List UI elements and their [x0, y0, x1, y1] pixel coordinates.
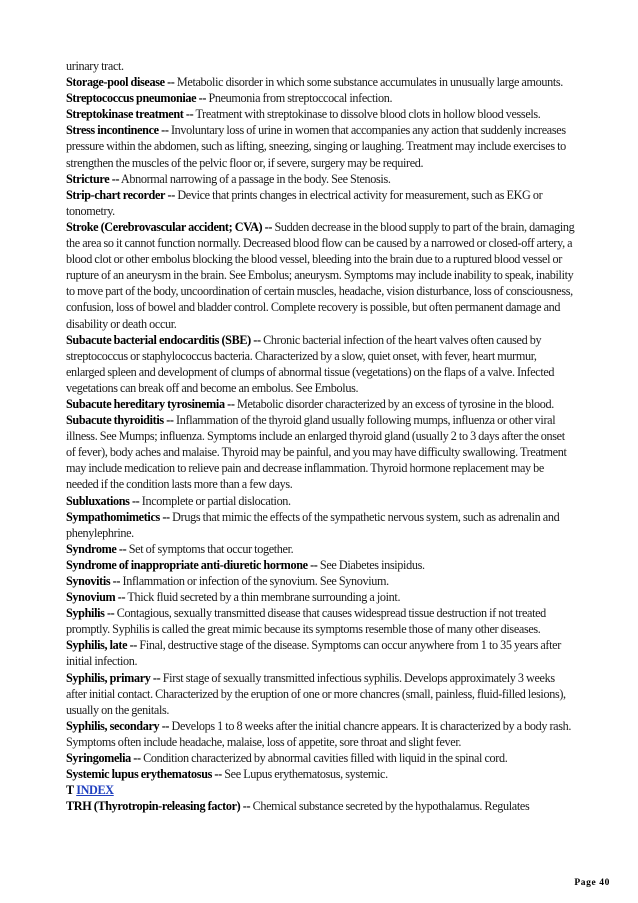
term-separator: --	[117, 590, 126, 605]
glossary-definition: Metabolic disorder in which some substance accumulates in unusually large amounts.	[176, 75, 563, 90]
glossary-term: Strip-chart recorder	[66, 187, 166, 202]
term-separator: --	[242, 799, 251, 814]
page-number: Page 40	[574, 878, 610, 888]
term-separator: --	[111, 171, 120, 186]
glossary-entry	[66, 106, 575, 122]
glossary-entry	[66, 637, 575, 669]
glossary-term: Syringomelia	[66, 751, 131, 766]
glossary-term: Syphilis	[66, 606, 105, 621]
glossary-entry	[66, 122, 575, 170]
glossary-definition: See Lupus erythematosus, systemic.	[224, 767, 388, 782]
index-letter: T	[66, 783, 74, 798]
glossary-term: Subacute bacterial endocarditis (SBE)	[66, 332, 251, 347]
glossary-definition: Pneumonia from streptoccocal infection.	[208, 91, 393, 106]
glossary-term: Subluxations	[66, 493, 130, 508]
glossary-definition: Device that prints changes in electrical activity for measurement, such as EKG or tonometry.	[66, 187, 543, 218]
term-separator: --	[106, 606, 115, 621]
glossary-entry	[66, 412, 575, 492]
glossary-term: Stroke (Cerebrovascular accident; CVA)	[66, 219, 263, 234]
glossary-term: Streptococcus pneumoniae	[66, 91, 197, 106]
term-separator: --	[167, 75, 175, 90]
term-separator: --	[185, 107, 194, 122]
glossary-entry	[66, 74, 575, 90]
term-separator: --	[253, 332, 261, 347]
glossary-term: Syphilis, secondary	[66, 718, 160, 733]
glossary-definition: Inflammation of the thyroid gland usually following mumps, influenza or other viral illness. See Mumps; influenza. Symptoms include an enlarged thyroid gland (usually 2 to 3 days after the onset of fever), body aches and malaise. Thyroid may be painful, and you may have difficulty swallowing. Treatment may include medication to relieve pain and decrease inflammation. Thyroid hormone replacement may be needed if the condition lasts more than a few days.	[66, 413, 567, 492]
continuation-text: urinary tract.	[66, 59, 124, 73]
term-separator: --	[118, 541, 127, 556]
term-separator: --	[227, 396, 235, 411]
glossary-definition: Develops 1 to 8 weeks after the initial chancre appears. It is characterized by a body rash. Symptoms often include headache, malaise, loss of appetite, sore throat and slight fever.	[66, 718, 572, 749]
glossary-term: Storage-pool disease	[66, 75, 165, 90]
term-separator: --	[133, 751, 141, 766]
glossary-definition: Set of symptoms that occur together.	[128, 541, 294, 556]
glossary-entry	[66, 766, 575, 782]
term-separator: --	[214, 767, 222, 782]
term-separator: --	[161, 123, 169, 138]
glossary-definition: Chronic bacterial infection of the heart valves often caused by streptococcus or staphylococcus bacteria. Characterized by a slow, quiet onset, with fever, heart murmur, enlarged spleen and development of clumps of abnormal tissue (vegetations) on the flaps of a valve. Infected vegetations can break off and become an embolus. See Embolus.	[66, 332, 555, 395]
glossary-entry	[66, 219, 575, 332]
term-separator: --	[112, 574, 121, 588]
glossary-entry	[66, 557, 575, 573]
term-separator: --	[129, 638, 137, 653]
glossary-entry	[66, 493, 575, 509]
glossary-entry	[66, 718, 575, 750]
glossary-definition: First stage of sexually transmitted infectious syphilis. Develops approximately 3 weeks after initial contact. Characterized by the eruption of one or more chancres (small, painless, fluid-filled lesions), usually on the genitals.	[66, 670, 566, 717]
glossary-definition: Final, destructive stage of the disease. Symptoms can occur anywhere from 1 to 35 years after initial infection.	[66, 638, 561, 669]
glossary-entry	[66, 589, 575, 605]
glossary-definition: Thick fluid secreted by a thin membrane surrounding a joint.	[127, 590, 401, 605]
glossary-entry	[66, 332, 575, 396]
glossary-term: Syndrome of inappropriate anti-diuretic hormone	[66, 557, 308, 572]
glossary-term: Synovitis	[66, 574, 111, 588]
glossary-term: Streptokinase treatment	[66, 107, 184, 122]
glossary-entry	[66, 90, 575, 106]
term-separator: --	[152, 670, 161, 685]
glossary-definition: Inflammation or infection of the synovium. See Synovium.	[122, 574, 389, 588]
glossary-term: Sympathomimetics	[66, 509, 160, 524]
glossary-entries-t	[66, 798, 575, 814]
glossary-definition: Contagious, sexually transmitted disease that causes widespread tissue destruction if not treated promptly. Syphilis is called the great mimic because its symptoms resemble those of many other diseases.	[66, 606, 546, 637]
glossary-entry	[66, 541, 575, 557]
glossary-term: Subacute hereditary tyrosinemia	[66, 396, 225, 411]
glossary-term: Stricture	[66, 171, 110, 186]
glossary-term: Systemic lupus erythematosus	[66, 767, 213, 782]
glossary-entry	[66, 798, 575, 814]
term-separator: --	[162, 509, 170, 524]
glossary-definition: Chemical substance secreted by the hypothalamus. Regulates	[252, 799, 530, 814]
glossary-term: Synovium	[66, 590, 116, 605]
glossary-entries	[66, 74, 575, 782]
glossary-term: Syphilis, late	[66, 638, 128, 653]
index-heading	[66, 782, 575, 798]
glossary-definition: Involuntary loss of urine in women that accompanies any action that suddenly increases pressure within the abdomen, such as lifting, sneezing, singing or laughing. Treatment may include exercises to strengthen the muscles of the pelvic floor or, if severe, surgery may be required.	[66, 123, 566, 170]
glossary-entry	[66, 509, 575, 541]
glossary-entry	[66, 573, 575, 589]
term-separator: --	[131, 493, 140, 508]
glossary-entry	[66, 670, 575, 718]
term-separator: --	[198, 91, 207, 106]
glossary-definition: Abnormal narrowing of a passage in the body. See Stenosis.	[120, 171, 391, 186]
glossary-definition: Incomplete or partial dislocation.	[141, 493, 291, 508]
glossary-page	[66, 58, 575, 814]
glossary-entry	[66, 187, 575, 219]
term-separator: --	[166, 413, 174, 428]
glossary-term: Syphilis, primary	[66, 670, 151, 685]
glossary-definition: Sudden decrease in the blood supply to part of the brain, damaging the area so it cannot function normally. Decreased blood flow can be caused by a narrowed or closed-off artery, a blood clot or other embolus blocking the blood vessel, bleeding into the brain due to a ruptured blood vessel or rupture of an aneurysm in the brain. See Embolus; aneurysm. Symptoms may include inability to speak, inability to move part of the body, uncoordination of certain muscles, headache, vision disturbance, loss of consciousness, confusion, loss of bowel and bladder control. Complete recovery is possible, but often permanent damage and disability or death occur.	[66, 219, 575, 331]
glossary-definition: Metabolic disorder characterized by an excess of tyrosine in the blood.	[236, 396, 554, 411]
term-separator: --	[264, 219, 273, 234]
glossary-term: Stress incontinence	[66, 123, 159, 138]
glossary-definition: See Diabetes insipidus.	[319, 557, 425, 572]
glossary-term: Syndrome	[66, 541, 117, 556]
glossary-term: TRH (Thyrotropin-releasing factor)	[66, 799, 241, 814]
index-link[interactable]: INDEX	[76, 783, 114, 798]
glossary-definition: Condition characterized by abnormal cavities filled with liquid in the spinal cord.	[143, 751, 508, 766]
glossary-definition: Treatment with streptokinase to dissolve blood clots in hollow blood vessels.	[195, 107, 541, 122]
glossary-entry	[66, 396, 575, 412]
term-separator: --	[167, 187, 175, 202]
glossary-term: Subacute thyroiditis	[66, 413, 164, 428]
glossary-entry	[66, 605, 575, 637]
glossary-entry	[66, 171, 575, 187]
term-separator: --	[310, 557, 318, 572]
term-separator: --	[161, 718, 170, 733]
glossary-entry	[66, 750, 575, 766]
glossary-definition: Drugs that mimic the effects of the sympathetic nervous system, such as adrenalin and phenylephrine.	[66, 509, 560, 540]
